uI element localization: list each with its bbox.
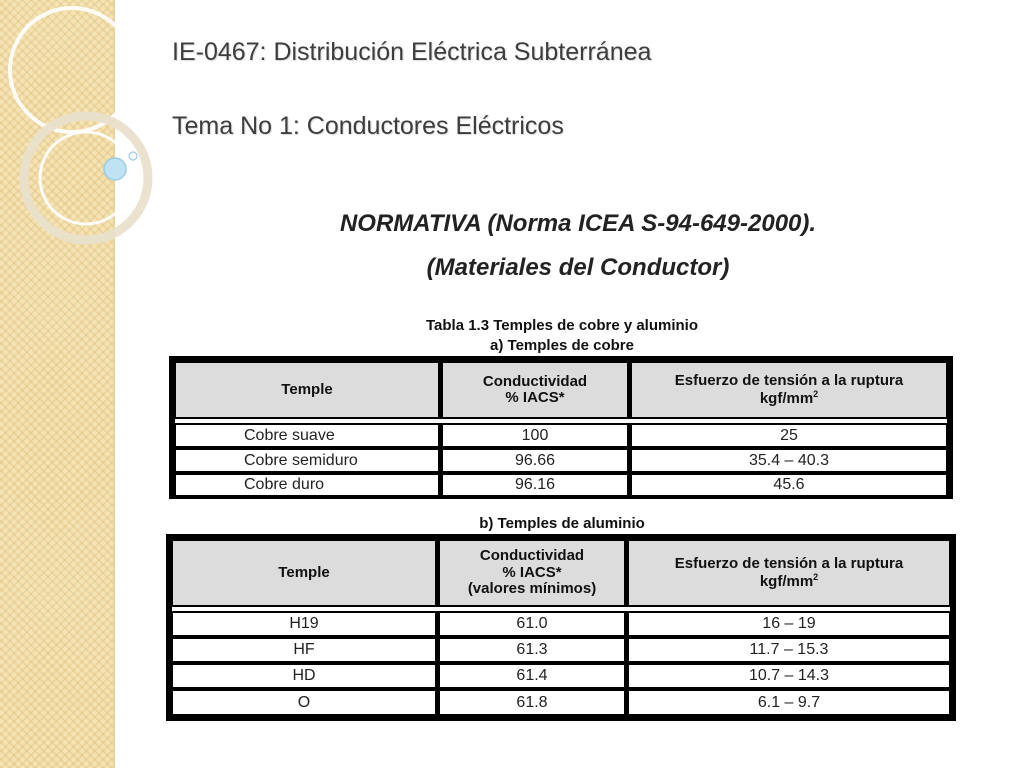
table-row: [175, 474, 947, 496]
cell-esfuerzo: 6.1 – 9.7: [628, 690, 950, 715]
cell-esfuerzo: 25: [631, 424, 947, 447]
cell-conductividad: 61.3: [439, 638, 625, 662]
header-gap: [175, 419, 947, 423]
header-gap: [172, 607, 950, 611]
cell-esfuerzo: 16 – 19: [628, 612, 950, 636]
cell-esfuerzo: 45.6: [631, 474, 947, 496]
table-header-row: [172, 540, 950, 606]
header-temple: [175, 362, 439, 418]
cell-conductividad: 100: [442, 424, 628, 447]
header-esfuerzo-unit: kgf/mm: [759, 572, 814, 590]
cell-conductividad: 96.16: [442, 474, 628, 496]
header-esfuerzo-superscript: 2: [813, 571, 819, 582]
table-row: [175, 424, 947, 447]
cell-conductividad: 96.66: [442, 449, 628, 472]
table-row: [172, 638, 950, 662]
header-esfuerzo-unit: kgf/mm: [759, 389, 814, 407]
cell-temple: H19: [172, 612, 436, 636]
decorative-rings: [0, 0, 180, 280]
header-temple-label: Temple: [281, 380, 333, 398]
normativa-heading: NORMATIVA (Norma ICEA S-94-649-2000).: [339, 210, 817, 237]
header-esfuerzo-line1: Esfuerzo de tensión a la ruptura: [674, 555, 904, 572]
copper-temper-table: [169, 356, 953, 499]
header-esfuerzo-line1: Esfuerzo de tensión a la ruptura: [674, 372, 904, 389]
header-conductividad-line2: % IACS*: [505, 389, 565, 406]
cell-temple: Cobre semiduro: [175, 449, 439, 472]
header-conductividad-line2: % IACS*: [502, 563, 562, 581]
table-header-row: [175, 362, 947, 418]
header-esfuerzo: [628, 540, 950, 606]
topic-title: Tema No 1: Conductores Eléctricos: [172, 112, 564, 140]
aluminum-temper-table: [166, 534, 956, 721]
header-conductividad: [439, 540, 625, 606]
page-title: IE-0467: Distribución Eléctrica Subterránea: [172, 38, 652, 66]
header-esfuerzo-superscript: 2: [813, 388, 819, 399]
small-ring-dot: [129, 152, 137, 160]
table-row: [175, 449, 947, 472]
cell-conductividad: 61.0: [439, 612, 625, 636]
header-esfuerzo: [631, 362, 947, 418]
header-conductividad-line1: Conductividad: [482, 372, 588, 390]
header-temple-label: Temple: [278, 563, 330, 581]
header-esfuerzo-line2: [760, 573, 818, 591]
cell-conductividad: 61.8: [439, 690, 625, 715]
cell-esfuerzo: 35.4 – 40.3: [631, 449, 947, 472]
header-esfuerzo-line2: [760, 390, 818, 408]
cell-temple: Cobre duro: [175, 474, 439, 496]
cell-temple: HD: [172, 664, 436, 688]
cell-conductividad: 61.4: [439, 664, 625, 688]
aluminum-table-caption: b) Temples de aluminio: [479, 515, 645, 532]
header-conductividad-line3: (valores mínimos): [467, 580, 597, 598]
table-caption: Tabla 1.3 Temples de cobre y aluminio: [425, 317, 699, 334]
cell-temple: Cobre suave: [175, 424, 439, 447]
cell-temple: O: [172, 690, 436, 715]
table-row: [172, 664, 950, 688]
header-conductividad: [442, 362, 628, 418]
materials-subheading: (Materiales del Conductor): [426, 254, 730, 281]
middle-ring: [24, 116, 148, 240]
blue-dot: [104, 158, 126, 180]
copper-table-caption: a) Temples de cobre: [490, 337, 634, 354]
cell-esfuerzo: 11.7 – 15.3: [628, 638, 950, 662]
table-row: [172, 612, 950, 636]
cell-temple: HF: [172, 638, 436, 662]
table-row: [172, 690, 950, 715]
header-conductividad-line1: Conductividad: [479, 547, 585, 565]
cell-esfuerzo: 10.7 – 14.3: [628, 664, 950, 688]
header-temple: [172, 540, 436, 606]
